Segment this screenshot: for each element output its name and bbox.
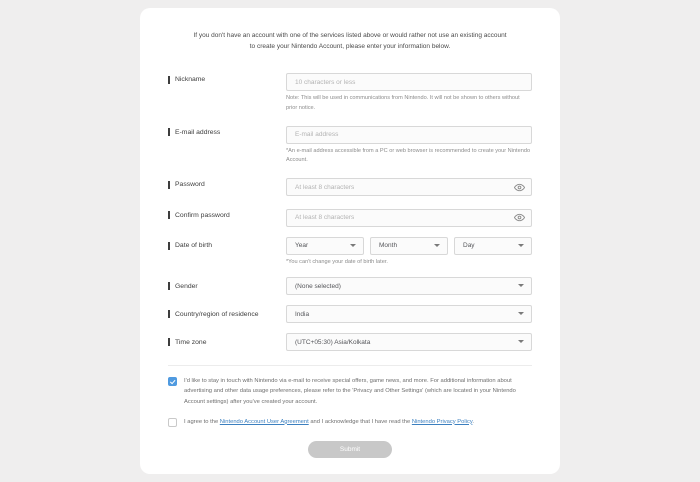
field-confirm-password [168, 206, 532, 227]
submit-row [168, 441, 532, 458]
agreement-consent-checkbox[interactable] [168, 418, 177, 427]
field-gender [168, 277, 532, 295]
chevron-down-icon [518, 244, 524, 247]
timezone-label-col [168, 333, 286, 346]
chevron-down-icon [518, 312, 524, 315]
gender-label: Gender [175, 282, 198, 290]
password-label-col [168, 176, 286, 189]
email-helper-text: *An e-mail address accessible from a PC or web browser is recommended to create your Nintendo Account. [286, 147, 531, 164]
country-label: Country/region of residence [175, 310, 259, 318]
timezone-label: Time zone [175, 338, 207, 346]
password-label: Password [175, 181, 205, 189]
confirm-password-label-col [168, 206, 286, 219]
section-divider [168, 365, 532, 366]
dob-year-value: Year [295, 242, 309, 250]
dob-input-col [286, 237, 532, 274]
country-select[interactable] [286, 305, 532, 323]
submit-button[interactable]: Submit [308, 441, 392, 458]
eye-icon[interactable] [514, 180, 525, 191]
password-input[interactable] [286, 178, 532, 196]
required-marker-icon [168, 310, 170, 318]
field-timezone [168, 333, 532, 351]
gender-value: (None selected) [295, 282, 341, 290]
gender-select[interactable] [286, 277, 532, 295]
marketing-consent-text: I'd like to stay in touch with Nintendo via e-mail to receive special offers, game news, and more. For additional information about advertising and other data usage preferences, please refer to the 'Privacy and Other Settings' (which are located in your Nintendo Account settings) after you've created your account. [184, 378, 516, 405]
field-country [168, 305, 532, 323]
confirm-password-label: Confirm password [175, 211, 230, 219]
email-label-col [168, 123, 286, 136]
field-nickname [168, 71, 532, 120]
agreement-consent-text [184, 417, 474, 427]
user-agreement-link[interactable]: Nintendo Account User Agreement [219, 418, 309, 425]
required-marker-icon [168, 128, 170, 136]
dob-year-select[interactable] [286, 237, 364, 255]
intro-text [190, 30, 510, 53]
chevron-down-icon [350, 244, 356, 247]
eye-icon[interactable] [514, 210, 525, 221]
field-email [168, 123, 532, 172]
agreement-consent-row[interactable] [168, 417, 532, 427]
dob-day-select[interactable] [454, 237, 532, 255]
required-marker-icon [168, 338, 170, 346]
timezone-input-col [286, 333, 532, 351]
marketing-consent-checkbox[interactable] [168, 377, 177, 386]
field-password [168, 176, 532, 197]
marketing-consent-row[interactable] [168, 376, 532, 406]
country-label-col [168, 305, 286, 318]
confirm-password-input[interactable] [286, 209, 532, 227]
nickname-helper-text: Note: This will be used in communications from Nintendo. It will not be shown to others without prior notice. [286, 95, 520, 111]
dob-helper-text: *You can't change your date of birth later. [286, 258, 388, 265]
registration-card [140, 8, 560, 474]
country-input-col [286, 305, 532, 323]
email-input[interactable] [286, 126, 532, 144]
intro-line-2: to create your Nintendo Account, please enter your information below. [249, 43, 451, 51]
dob-select-row [286, 237, 532, 255]
timezone-value: (UTC+05:30) Asia/Kolkata [295, 338, 371, 346]
chevron-down-icon [518, 340, 524, 343]
field-date-of-birth [168, 237, 532, 274]
dob-label: Date of birth [175, 242, 213, 250]
nickname-label: Nickname [175, 76, 206, 84]
nickname-input[interactable] [286, 73, 532, 91]
required-marker-icon [168, 76, 170, 84]
required-marker-icon [168, 282, 170, 290]
agreement-middle: and I acknowledge that I have read the [308, 418, 412, 425]
required-marker-icon [168, 211, 170, 219]
required-marker-icon [168, 242, 170, 250]
dob-day-value: Day [463, 242, 475, 250]
chevron-down-icon [518, 284, 524, 287]
required-marker-icon [168, 181, 170, 189]
dob-month-value: Month [379, 242, 398, 250]
agreement-prefix: I agree to the [184, 418, 220, 425]
dob-month-select[interactable] [370, 237, 448, 255]
intro-line-1: If you don't have an account with one of the services listed above or would rather not use an existing account [193, 32, 507, 39]
gender-label-col [168, 277, 286, 290]
dob-label-col [168, 237, 286, 250]
email-label: E-mail address [175, 128, 221, 136]
agreement-suffix: . [472, 418, 474, 425]
confirm-password-input-col [286, 206, 532, 227]
privacy-policy-link[interactable]: Nintendo Privacy Policy [411, 418, 473, 425]
country-value: India [295, 310, 310, 318]
timezone-select[interactable] [286, 333, 532, 351]
password-input-col [286, 176, 532, 197]
nickname-label-col [168, 71, 286, 84]
gender-input-col [286, 277, 532, 295]
chevron-down-icon [434, 244, 440, 247]
email-input-col [286, 123, 532, 172]
nickname-input-col [286, 71, 532, 120]
